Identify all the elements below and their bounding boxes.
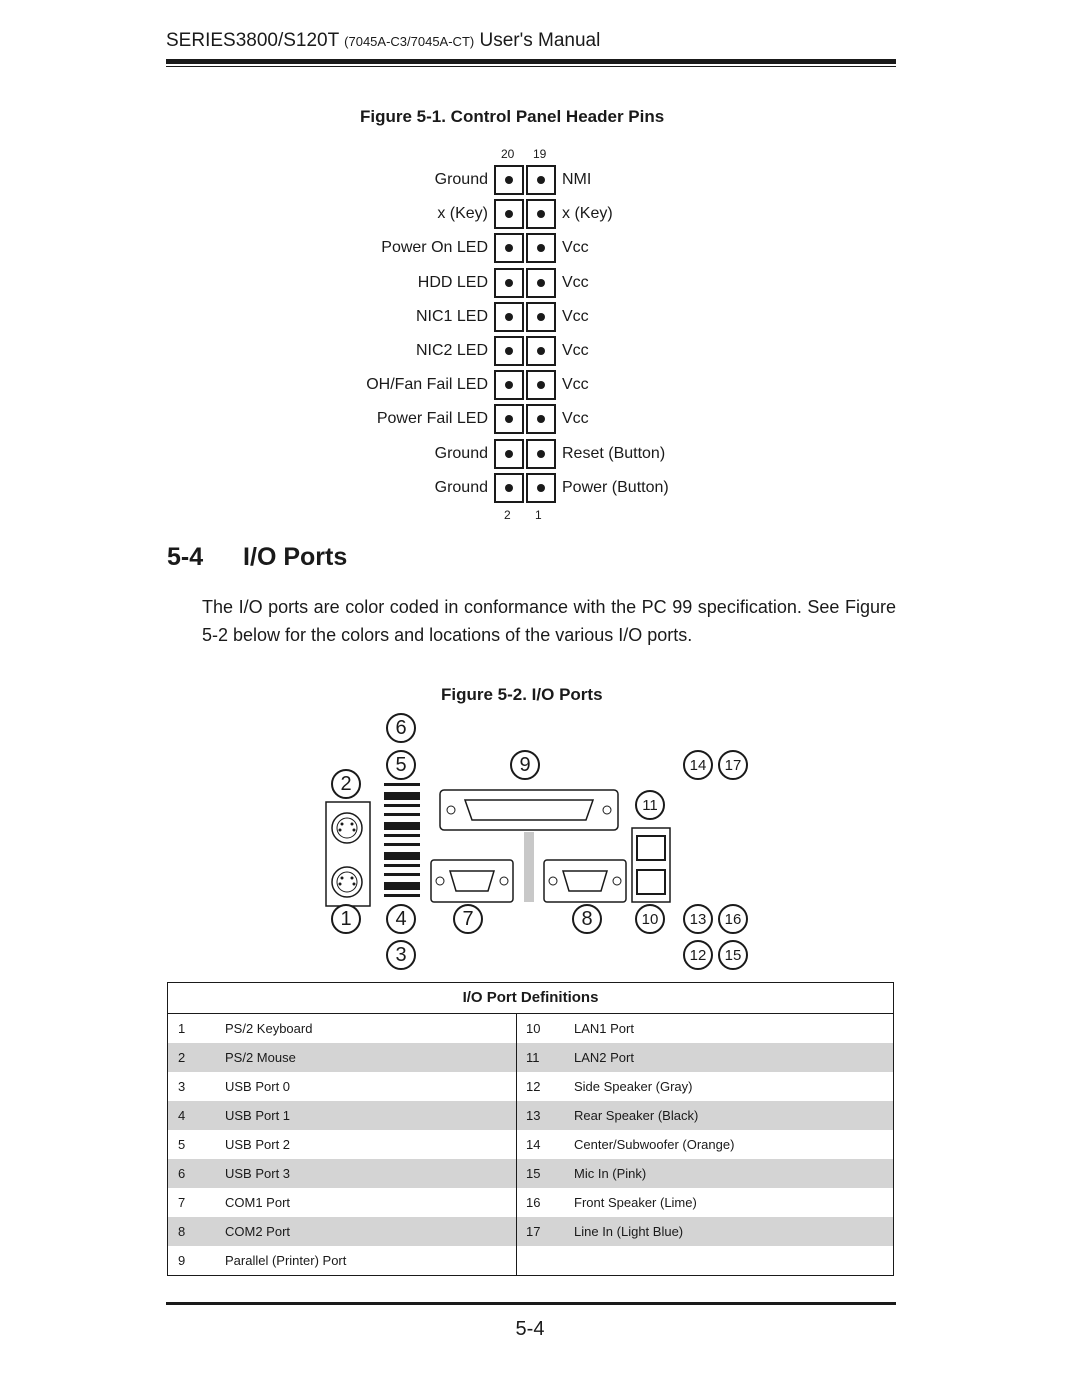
header-pin (526, 439, 556, 469)
lan-ports (632, 828, 670, 902)
pin-label-left: Ground (434, 444, 488, 462)
port-name-cell: Center/Subwoofer (Orange) (574, 1137, 735, 1152)
table-row (168, 1101, 893, 1130)
pin-number-bottom: 1 (535, 508, 542, 522)
port-name-cell: USB Port 2 (225, 1137, 291, 1152)
pin-label-left: HDD LED (417, 273, 488, 291)
pin-label-left: x (Key) (437, 205, 488, 223)
pin-label-left: NIC1 LED (415, 307, 488, 325)
pin-dot (537, 313, 545, 321)
table-row (168, 1246, 893, 1275)
pin-dot (505, 210, 513, 218)
callout-13: 13 (683, 904, 713, 934)
port-name-cell: COM1 Port (225, 1195, 291, 1210)
pin-dot (505, 347, 513, 355)
header-pin (494, 439, 524, 469)
pin-number-bottom: 2 (504, 508, 511, 522)
port-number-cell: 1 (178, 1021, 186, 1036)
header-pin (494, 336, 524, 366)
header-pin (494, 404, 524, 434)
section-number: 5-4 (167, 543, 204, 571)
ps2-ports (326, 802, 370, 906)
header-suffix: User's Manual (479, 30, 601, 51)
port-number-cell: 16 (526, 1195, 541, 1210)
callout-14: 14 (683, 750, 713, 780)
port-number-cell: 12 (526, 1079, 541, 1094)
header-rule-thick (166, 59, 896, 64)
port-name-cell: Line In (Light Blue) (574, 1224, 684, 1239)
pin-dot (505, 381, 513, 389)
port-name-cell: Rear Speaker (Black) (574, 1108, 699, 1123)
port-number-cell: 10 (526, 1021, 541, 1036)
callout-12: 12 (683, 940, 713, 970)
section-title: I/O Ports (243, 543, 348, 571)
table-row (168, 1130, 893, 1159)
pin-label-right: Vcc (562, 410, 589, 428)
header-pin (494, 473, 524, 503)
table-column-divider (516, 1014, 517, 1276)
header-pin (526, 404, 556, 434)
port-number-cell: 8 (178, 1224, 186, 1239)
callout-2: 2 (331, 769, 361, 799)
page-number: 5-4 (515, 1318, 545, 1340)
pin-label-right: Vcc (562, 273, 589, 291)
table-row (168, 1072, 893, 1101)
callout-11: 11 (635, 790, 665, 820)
pin-label-right: NMI (562, 171, 592, 188)
port-name-cell: Side Speaker (Gray) (574, 1079, 693, 1094)
pin-label-right: Reset (Button) (562, 444, 666, 462)
pin-dot (505, 176, 513, 184)
pin-label-right: Power (Button) (562, 478, 669, 496)
port-number-cell: 15 (526, 1166, 541, 1181)
pin-dot (537, 450, 545, 458)
table-row (168, 1217, 893, 1246)
pin-label-left: Power Fail LED (376, 410, 488, 428)
callout-3: 3 (386, 940, 416, 970)
port-name-cell: Parallel (Printer) Port (225, 1253, 347, 1268)
header-pin (494, 199, 524, 229)
port-number-cell: 4 (178, 1108, 186, 1123)
header-pin (526, 473, 556, 503)
io-port-definitions-table (167, 982, 894, 1276)
callout-4: 4 (386, 904, 416, 934)
port-number-cell: 14 (526, 1137, 541, 1152)
callout-5: 5 (386, 750, 416, 780)
callout-10: 10 (635, 904, 665, 934)
pin-dot (505, 415, 513, 423)
port-name-cell: Mic In (Pink) (574, 1166, 647, 1181)
pin-label-right: Vcc (562, 342, 589, 359)
pin-dot (537, 415, 545, 423)
footer-rule (166, 1302, 896, 1305)
pin-dot (505, 450, 513, 458)
port-name-cell: PS/2 Keyboard (225, 1021, 313, 1036)
port-name-cell: USB Port 3 (225, 1166, 291, 1181)
io-panel-drawing (320, 780, 680, 910)
table-body (168, 1014, 893, 1275)
pin-number-top: 19 (533, 147, 547, 161)
table-row (168, 1043, 893, 1072)
header-pin (526, 268, 556, 298)
pin-label-right: Vcc (562, 376, 589, 394)
header-pin (494, 165, 524, 195)
figure1-caption: Figure 5-1. Control Panel Header Pins (360, 107, 665, 126)
pin-dot (537, 347, 545, 355)
pin-dot (537, 176, 545, 184)
pin-label-left: OH/Fan Fail LED (366, 376, 488, 394)
pin-label-right: x (Key) (562, 205, 613, 223)
pin-label-right: Vcc (562, 307, 589, 325)
header-pin (494, 268, 524, 298)
usb-ports (384, 783, 420, 897)
pin-number-top: 20 (501, 147, 515, 161)
pin-label-left: Power On LED (381, 239, 488, 257)
port-name-cell: COM2 Port (225, 1224, 291, 1239)
table-row (168, 1159, 893, 1188)
pin-label-right: Vcc (562, 239, 589, 257)
pin-label-left: Ground (434, 478, 488, 496)
port-name-cell: PS/2 Mouse (225, 1050, 296, 1065)
pin-label-left: NIC2 LED (415, 342, 488, 359)
header-rule-thin (166, 66, 896, 67)
header-pin (494, 302, 524, 332)
header-pin (526, 233, 556, 263)
pin-dot (505, 484, 513, 492)
section-heading (167, 543, 347, 572)
port-number-cell: 9 (178, 1253, 186, 1268)
callout-8: 8 (572, 904, 602, 934)
header-pin (526, 336, 556, 366)
port-name-cell: LAN1 Port (574, 1021, 634, 1036)
port-number-cell: 7 (178, 1195, 186, 1210)
header-pin (526, 370, 556, 400)
pin-dot (505, 313, 513, 321)
pin-label-left: Ground (434, 171, 488, 188)
header-pin (526, 165, 556, 195)
pin-dot (505, 244, 513, 252)
pin-dot (537, 244, 545, 252)
pin-dot (505, 279, 513, 287)
header-pin (526, 302, 556, 332)
pin-dot (537, 484, 545, 492)
callout-16: 16 (718, 904, 748, 934)
pin-dot (537, 279, 545, 287)
port-name-cell: USB Port 0 (225, 1079, 291, 1094)
callout-1: 1 (331, 904, 361, 934)
header-pin (494, 233, 524, 263)
intro-paragraph: The I/O ports are color coded in conformance with the PC 99 specification. See Figure 5-2 below for the colors and locations of the various I/O ports. (202, 597, 896, 645)
port-number-cell: 17 (526, 1224, 541, 1239)
figure2-caption: Figure 5-2. I/O Ports (441, 685, 603, 704)
callout-7: 7 (453, 904, 483, 934)
callout-6: 6 (386, 713, 416, 743)
port-number-cell: 13 (526, 1108, 541, 1123)
port-number-cell: 5 (178, 1137, 186, 1152)
port-number-cell: 3 (178, 1079, 186, 1094)
callout-15: 15 (718, 940, 748, 970)
table-row (168, 1014, 893, 1043)
callout-9: 9 (510, 750, 540, 780)
port-number-cell: 11 (526, 1050, 540, 1065)
header-models: (7045A-C3/7045A-CT) (344, 34, 475, 49)
port-number-cell: 6 (178, 1166, 186, 1181)
table-title: I/O Port Definitions (168, 983, 893, 1014)
table-row (168, 1188, 893, 1217)
callout-17: 17 (718, 750, 748, 780)
pin-dot (537, 381, 545, 389)
port-name-cell: Front Speaker (Lime) (574, 1195, 697, 1210)
pin-dot (537, 210, 545, 218)
running-header (166, 30, 600, 52)
header-pin (526, 199, 556, 229)
header-pin (494, 370, 524, 400)
port-number-cell: 2 (178, 1050, 186, 1065)
port-name-cell: LAN2 Port (574, 1050, 634, 1065)
port-name-cell: USB Port 1 (225, 1108, 291, 1123)
header-title: SERIES3800/S120T (166, 30, 339, 51)
